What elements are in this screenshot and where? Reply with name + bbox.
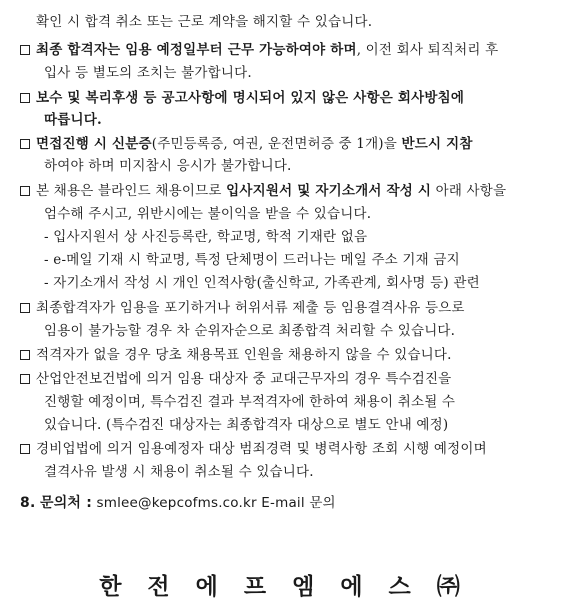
checkbox-square-icon [20, 186, 30, 196]
notice-item-4-continued: 엄수해 주시고, 위반시에는 불이익을 받을 수 있습니다. [44, 206, 372, 222]
notice-item-4-sub-1: - 입사지원서 상 사진등록란, 학교명, 학적 기재란 없음 [44, 229, 368, 245]
notice-item-2-continued: 따릅니다. [44, 112, 102, 128]
notice-item-7: 산업안전보건법에 의거 임용 대상자 중 교대근무자의 경우 특수검진을 [20, 370, 451, 388]
checkbox-square-icon [20, 45, 30, 55]
checkbox-square-icon [20, 139, 30, 149]
contact-email-link[interactable]: smlee@kepcofms.co.kr [96, 495, 257, 511]
contact-label: 문의처 : [39, 495, 93, 511]
company-name-footer: 한 전 에 프 엠 에 스 ㈜ [99, 573, 469, 600]
notice-item-1-bold: 최종 합격자는 임용 예정일부터 근무 가능하여야 하며 [36, 42, 357, 58]
notice-item-5: 최종합격자가 임용을 포기하거나 허위서류 제출 등 임용결격사유 등으로 [20, 299, 465, 317]
checkbox-square-icon [20, 350, 30, 360]
notice-item-4-sub-2: - e-메일 기재 시 학교명, 특정 단체명이 드러나는 메일 주소 기재 금지 [44, 252, 460, 268]
notice-item-1 [20, 41, 498, 59]
notice-item-4-sub-3: - 자기소개서 작성 시 개인 인적사항(출신학교, 가족관계, 회사명 등) 관련 [44, 275, 480, 291]
checkbox-square-icon [20, 303, 30, 313]
notice-item-7-continued-2: 있습니다. (특수검진 대상자는 최종합격자 대상으로 별도 안내 예정) [44, 417, 449, 433]
notice-item-4-bold: 입사지원서 및 자기소개서 작성 시 [226, 183, 432, 199]
notice-item-6: 적격자가 없을 경우 당초 채용목표 인원을 채용하지 않을 수 있습니다. [20, 346, 452, 364]
notice-item-4-pre: 본 채용은 블라인드 채용이므로 [36, 183, 227, 199]
notice-item-3-middle: (주민등록증, 여권, 운전면허증 중 1개)을 [151, 136, 402, 152]
notice-item-1-continued: 입사 등 별도의 조치는 불가합니다. [44, 65, 252, 81]
contact-method: E-mail 문의 [261, 495, 336, 511]
notice-item-8: 경비업법에 의거 임용예정자 대상 범죄경력 및 병력사항 조회 시행 예정이며 [20, 440, 487, 458]
contact-section-number: 8. [20, 495, 36, 511]
notice-item-5-continued: 임용이 불가능할 경우 차 순위자순으로 최종합격 처리할 수 있습니다. [44, 323, 456, 339]
notice-item-3-continued: 하여야 하며 미지참시 응시가 불가합니다. [44, 158, 292, 174]
notice-line-1: 확인 시 합격 취소 또는 근로 계약을 해지할 수 있습니다. [36, 14, 373, 30]
notice-item-2 [20, 89, 464, 107]
notice-item-1-rest: , 이전 회사 퇴직처리 후 [356, 42, 499, 58]
checkbox-square-icon [20, 444, 30, 454]
notice-item-2-bold: 보수 및 복리후생 등 공고사항에 명시되어 있지 않은 사항은 회사방침에 [36, 90, 465, 106]
notice-item-3 [20, 135, 473, 153]
notice-item-4 [20, 182, 506, 200]
notice-item-3-bold2: 반드시 지참 [401, 136, 473, 152]
contact-line [20, 494, 336, 512]
notice-item-3-bold: 면접진행 시 신분증 [36, 136, 152, 152]
checkbox-square-icon [20, 93, 30, 103]
checkbox-square-icon [20, 374, 30, 384]
notice-item-4-rest: 아래 사항을 [431, 183, 507, 199]
notice-item-8-continued: 결격사유 발생 시 채용이 취소될 수 있습니다. [44, 464, 314, 480]
notice-item-7-continued-1: 진행할 예정이며, 특수검진 결과 부적격자에 한하여 채용이 취소될 수 [44, 394, 456, 410]
